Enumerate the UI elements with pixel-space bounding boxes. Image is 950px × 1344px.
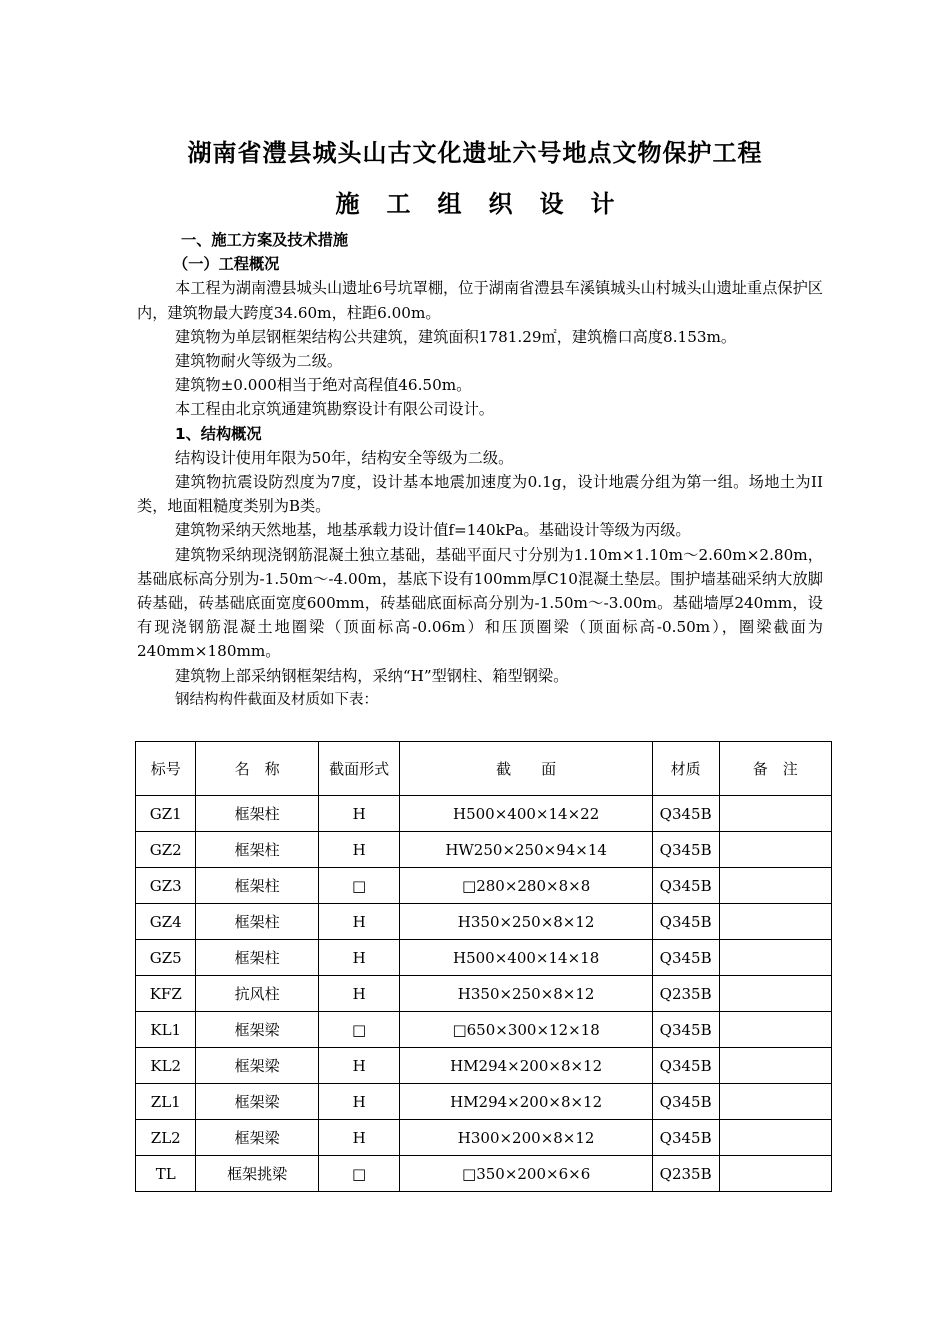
table-cell (719, 1048, 831, 1084)
table-cell: 框架梁 (196, 1048, 318, 1084)
header-cell: 截面形式 (318, 742, 400, 796)
table-cell: GZ5 (136, 940, 196, 976)
table-cell: Q235B (652, 976, 719, 1012)
table-cell: H (318, 1084, 400, 1120)
table-cell (719, 1012, 831, 1048)
table-cell: H (318, 796, 400, 832)
paragraph: 建筑物抗震设防烈度为7度，设计基本地震加速度为0.1g，设计地震分组为第一组。场地土为II类，地面粗糙度类别为B类。 (137, 473, 823, 516)
table-row (136, 904, 832, 940)
table-cell: KL2 (136, 1048, 196, 1084)
table-cell: H (318, 976, 400, 1012)
table-row (136, 1120, 832, 1156)
table-cell: □ (318, 868, 400, 904)
table-cell: □280×280×8×8 (400, 868, 652, 904)
table-row (136, 1084, 832, 1120)
table-cell (719, 940, 831, 976)
table-cell: KL1 (136, 1012, 196, 1048)
table-caption: 钢结构构件截面及材质如下表： (175, 691, 378, 708)
paragraph: 建筑物±0.000相当于绝对高程值46.50m。 (175, 376, 472, 395)
paragraph: 建筑物采纳现浇钢筋混凝土独立基础，基础平面尺寸分别为1.10m×1.10m～2.60m×2.80m，基础底标高分别为-1.50m～-4.00m，基底下设有100mm厚C10混凝土垫层。围护墙基础采纳大放脚砖基础，砖基础底面宽度600mm，砖基础底面标高分别为-1.50m～-3.00m。基础墙厚240mm，设有现浇钢筋混凝土地圈梁（顶面标高-0.06m）和压顶圈梁（顶面标高-0.50m），圈梁截面为240mm×180mm。 (137, 545, 823, 661)
table-cell: 框架梁 (196, 1012, 318, 1048)
table-cell: □350×200×6×6 (400, 1156, 652, 1192)
table-row (136, 1048, 832, 1084)
table-cell: 抗风柱 (196, 976, 318, 1012)
table-cell: ZL2 (136, 1120, 196, 1156)
paragraph: 建筑物耐火等级为二级。 (175, 352, 343, 371)
table-body (136, 796, 832, 1192)
table-cell (719, 832, 831, 868)
table-cell: TL (136, 1156, 196, 1192)
header-cell: 材质 (652, 742, 719, 796)
table-cell: □ (318, 1012, 400, 1048)
table-cell: H500×400×14×18 (400, 940, 652, 976)
table-cell: H (318, 1048, 400, 1084)
table-cell: KFZ (136, 976, 196, 1012)
table-cell: Q345B (652, 796, 719, 832)
table-header-row (136, 742, 832, 796)
table-cell: Q345B (652, 832, 719, 868)
table-cell (719, 796, 831, 832)
table-row (136, 1012, 832, 1048)
table-cell: GZ3 (136, 868, 196, 904)
table-cell: GZ1 (136, 796, 196, 832)
steel-members-table (135, 741, 832, 1192)
paragraph: 本工程为湖南澧县城头山遗址6号坑罩棚，位于湖南省澧县车溪镇城头山村城头山遗址重点保护区内，建筑物最大跨度34.60m，柱距6.00m。 (137, 279, 823, 322)
table-cell: H (318, 940, 400, 976)
table-cell: 框架梁 (196, 1120, 318, 1156)
paragraph: 本工程由北京筑通建筑勘察设计有限公司设计。 (175, 400, 494, 419)
table-cell (719, 868, 831, 904)
table-cell: 框架柱 (196, 940, 318, 976)
heading-1-1: （一）工程概况 (173, 255, 280, 274)
table-row (136, 976, 832, 1012)
table-cell: ZL1 (136, 1084, 196, 1120)
table-cell: HW250×250×94×14 (400, 832, 652, 868)
header-cell: 备 注 (719, 742, 831, 796)
document-subtitle: 施工组织设计 (335, 190, 642, 218)
table-cell: H500×400×14×22 (400, 796, 652, 832)
paragraph: 建筑物为单层钢框架结构公共建筑，建筑面积1781.29㎡，建筑檐口高度8.153m。 (175, 327, 737, 346)
section-heading (137, 228, 823, 712)
table-cell (719, 1084, 831, 1120)
table-cell: H (318, 832, 400, 868)
table-cell: H350×250×8×12 (400, 904, 652, 940)
table-cell: 框架柱 (196, 832, 318, 868)
heading-1: 一、施工方案及技术措施 (181, 231, 349, 249)
table-cell: Q345B (652, 868, 719, 904)
table-cell: GZ4 (136, 904, 196, 940)
table-row (136, 868, 832, 904)
paragraph: 建筑物上部采纳钢框架结构，采纳“H”型钢柱、箱型钢梁。 (175, 666, 569, 685)
table-cell: H (318, 1120, 400, 1156)
table-row (136, 1156, 832, 1192)
paragraph: 结构设计使用年限为50年，结构安全等级为二级。 (175, 448, 514, 467)
table-cell (719, 976, 831, 1012)
table-cell: 框架柱 (196, 904, 318, 940)
table-row (136, 832, 832, 868)
table-cell: H350×250×8×12 (400, 976, 652, 1012)
table-cell: 框架梁 (196, 1084, 318, 1120)
table-cell (719, 904, 831, 940)
header-cell: 名 称 (196, 742, 318, 796)
table-row (136, 940, 832, 976)
table-cell: H (318, 904, 400, 940)
table-cell: GZ2 (136, 832, 196, 868)
table-cell: □ (318, 1156, 400, 1192)
table-cell (719, 1120, 831, 1156)
header-cell: 截 面 (400, 742, 652, 796)
table-cell: Q345B (652, 1120, 719, 1156)
table-cell: HM294×200×8×12 (400, 1084, 652, 1120)
table-cell: Q345B (652, 940, 719, 976)
document-title: 湖南省澧县城头山古文化遗址六号地点文物保护工程 (187, 139, 763, 167)
table-cell: 框架柱 (196, 796, 318, 832)
paragraph: 建筑物采纳天然地基，地基承载力设计值f=140kPa。基础设计等级为丙级。 (175, 521, 691, 540)
table-cell: Q345B (652, 1084, 719, 1120)
table-cell: 框架挑梁 (196, 1156, 318, 1192)
table-cell: □650×300×12×18 (400, 1012, 652, 1048)
heading-structure: 1、结构概况 (175, 424, 262, 443)
table-cell (719, 1156, 831, 1192)
table-cell: H300×200×8×12 (400, 1120, 652, 1156)
header-cell: 标号 (136, 742, 196, 796)
table-cell: HM294×200×8×12 (400, 1048, 652, 1084)
table-cell: 框架柱 (196, 868, 318, 904)
table-cell: Q345B (652, 1048, 719, 1084)
table-row (136, 796, 832, 832)
table-cell: Q345B (652, 904, 719, 940)
table-cell: Q235B (652, 1156, 719, 1192)
table-cell: Q345B (652, 1012, 719, 1048)
